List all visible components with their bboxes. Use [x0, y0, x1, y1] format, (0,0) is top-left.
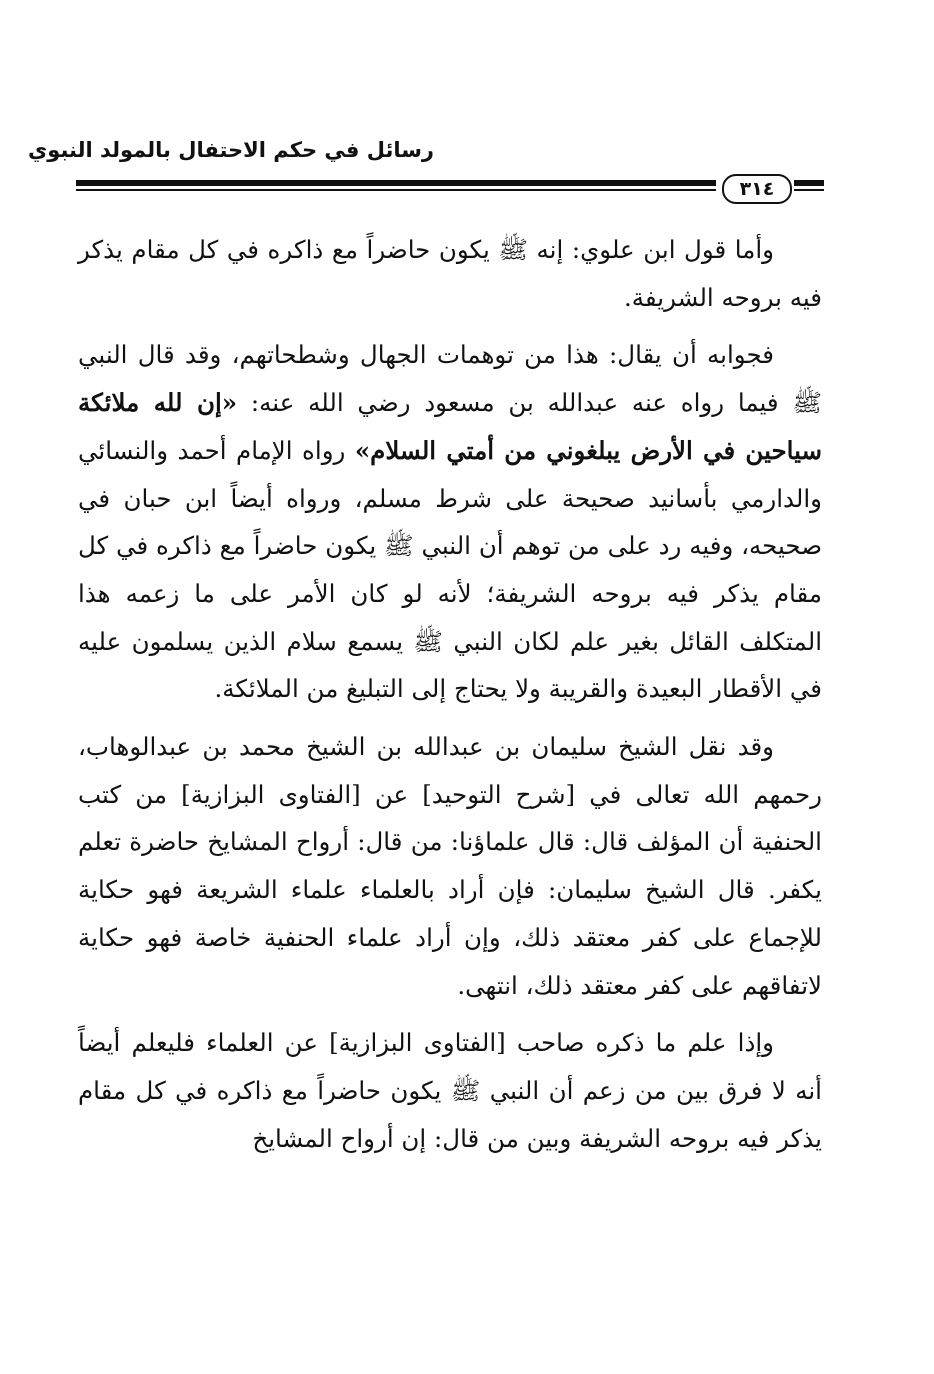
rule-thin-right — [794, 189, 824, 191]
header-rule — [76, 176, 824, 198]
rule-thick-right — [794, 180, 824, 186]
paragraph-2-intro: فجوابه أن يقال: هذا من توهمات الجهال وشطحاتهم، وقد قال النبي ﷺ فيما رواه عنه عبدالله بن مسعود رضي الله عنه: — [78, 340, 822, 418]
rule-thin-left — [76, 189, 716, 191]
paragraph-3: وقد نقل الشيخ سليمان بن عبدالله بن الشيخ محمد بن عبدالوهاب، رحمهم الله تعالى في [شرح التوحيد] عن [الفتاوى البزازية] من كتب الحنفية أن المؤلف قال: قال علماؤنا: من قال: أرواح المشايخ حاضرة تعلم يكفر. قال الشيخ سليمان: فإن أراد بالعلماء علماء الشريعة فهو حكاية للإجماع على كفر معتقد ذلك، وإن أراد علماء الحنفية خاصة فهو حكاية لاتفاقهم على كفر معتقد ذلك، انتهى. — [78, 732, 822, 1000]
rule-thick-left — [76, 180, 716, 186]
paragraph-2-rest: رواه الإمام أحمد والنسائي والدارمي بأسانيد صحيحة على شرط مسلم، ورواه أيضاً ابن حبان في صحيحه، وفيه رد على من توهم أن النبي ﷺ يكون حاضراً مع ذاكره في كل مقام يذكر فيه بروحه الشريفة؛ لأنه لو كان الأمر على ما زعمه هذا المتكلف القائل بغير علم لكان النبي ﷺ يسمع سلام الذين يسلمون عليه في الأقطار البعيدة والقريبة ولا يحتاج إلى التبليغ من الملائكة. — [78, 435, 822, 704]
body-text — [78, 226, 822, 1172]
paragraph-1: وأما قول ابن علوي: إنه ﷺ يكون حاضراً مع ذاكره في كل مقام يذكر فيه بروحه الشريفة. — [78, 235, 822, 312]
running-title: رسائل في حكم الاحتفال بالمولد النبوي — [28, 138, 434, 162]
hadith-quote: «إن لله ملائكة سياحين في الأرض يبلغوني من أمتي السلام» — [78, 388, 822, 465]
paragraph-2 — [78, 331, 822, 713]
page-number: ٣١٤ — [722, 174, 792, 204]
paragraph-4: وإذا علم ما ذكره صاحب [الفتاوى البزازية] عن العلماء فليعلم أيضاً أنه لا فرق بين من زعم أن النبي ﷺ يكون حاضراً مع ذاكره في كل مقام يذكر فيه بروحه الشريفة وبين من قال: إن أرواح المشايخ — [78, 1028, 822, 1153]
